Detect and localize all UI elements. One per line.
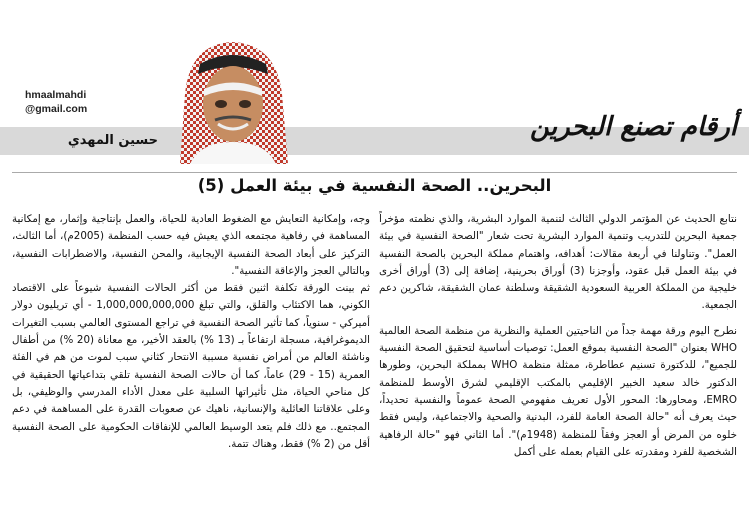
author-photo: [160, 34, 305, 164]
paragraph: نطرح اليوم ورقة مهمة جداً من الناحيتين العملية والنظرية من منظمة الصحة العالمية WHO بعنوان "الصحة النفسية بموقع العمل: توصيات أساسية لتحقيق الصحة النفسية للجميع"، للدكتورة تسنيم عطاطرة، ممثلة منظمة WHO بمملكة البحرين، وطورها الدكتور خالد سعيد الخبير الإقليمي بالمكتب الإقليمي لشرق الأوسط للمنظمة EMRO، ومحاورها: المحور الأول تعريف مفهومي الصحة عموماً والنفسية تحديداً، حيث يعرف أنه "حالة الصحة العامة للفرد، البدنية والصحية والاجتماعية، وليس فقط خلوه من المرض أو العجز وفقاً للمنظمة (1948م)". أما الثاني فهو "حالة الرفاهية الشخصية للفرد ومقدرته على القيام بعمله على أكمل: [379, 324, 738, 458]
paragraph: ثم بينت الورقة تكلفة اثنين فقط من أكثر الحالات النفسية شيوعاً على الاقتصاد الكوني، هما الاكتئاب والقلق، والتي تبلغ 1,000,000,000,000 - أي تريليون دولار أميركي - سنوياً، كما تأثير الصحة النفسية في تراجع المستوى العالمي بسبب التغيرات الديموغرافية، مسجلة ارتفاعاً بـ (13 %) بالعقد الأخير، مع معاناة (20 %) من أطفال وناشئة العالم من أمراض نفسية مسببة الانتحار كثاني سبب لموت من هم في الفئة العمرية (15 - 29) عاماً، كما أن حالات الصحة النفسية تلقي بتداعياتها الحقيقية في كل مناحي الحياة، مثل تأثيراتها السلبية على معدل الأداء المدرسي والوظيفي، بل وعلى علاقاتنا العائلية والإنسانية، ناهيك عن صعوبات القدرة على المساهمة في دعم المجتمع.. مع ذلك فلم يتعد الوسيط العالمي للإنفاقات الحكومية على الصحة النفسية أقل من (2 %) فقط، وهناك تتمة.: [12, 282, 371, 450]
article-headline: البحرين.. الصحة النفسية في بيئة العمل (5): [197, 176, 552, 195]
column-title: أرقام تصنع البحرين: [530, 112, 737, 142]
column-header: [0, 0, 749, 168]
email-line-1: hmaalmahdi: [25, 89, 87, 101]
paragraph: نتابع الحديث عن المؤتمر الدولي الثالث لتنمية الموارد البشرية، والذي نظمته مؤخراً جمعية البحرين للتدريب وتنمية الموارد البشرية تحت شعار "الصحة النفسية في بيئة العمل". وتناولنا في أربعة مقالات: أهدافه، واهتمام مملكة البحرين بالصحة النفسية في بيئة العمل قبل عقود، وأوجزنا (3) أوراق بحرينية، إضافة إلى (3) أوراق أخرى خليجية من المملكة العربية السعودية الشقيقة وسلطنة عمان الشقيقة، شاكرين دعم الجمعية.: [379, 213, 737, 312]
paragraph: وجه، وإمكانية التعايش مع الضغوط العادية للحياة، والعمل بإنتاجية وإثمار، مع إمكانية المساهمة في رفاهية مجتمعه الذي يعيش فيه حسب المنظمة (2005م)، أما الثالث، التركيز على أبعاد الصحة النفسية الإيجابية، والمحن النفسية، والاضطرابات النفسية، وبالتالي العجز والإعاقة النفسية".: [12, 213, 370, 277]
author-email[interactable]: [25, 88, 87, 116]
author-name: حسين المهدي: [67, 133, 158, 148]
article-column-left: [12, 211, 370, 453]
article-column-right: [379, 211, 737, 461]
email-line-2: @gmail.com: [25, 103, 88, 115]
divider: [12, 172, 737, 173]
